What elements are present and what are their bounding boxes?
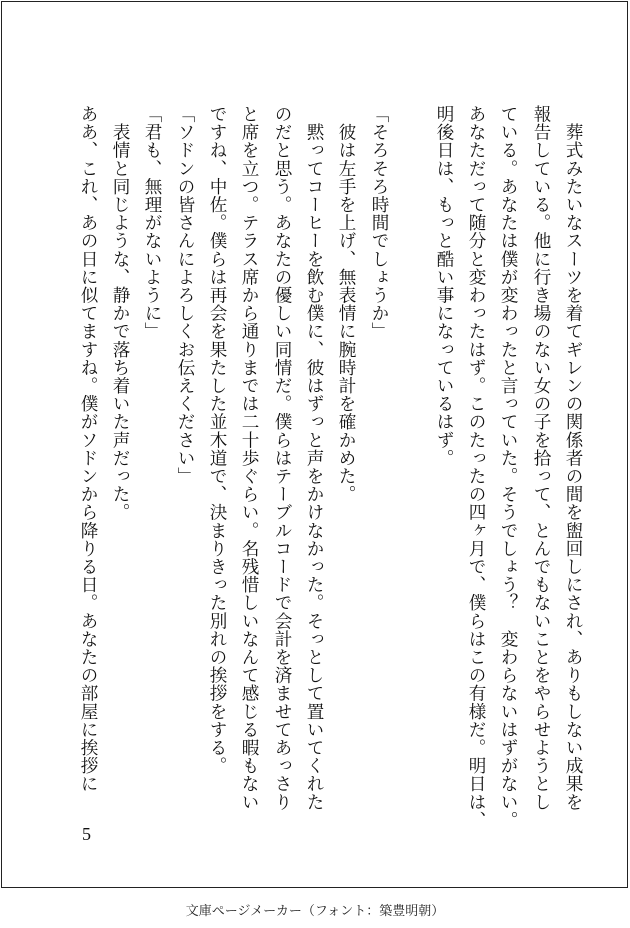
page-frame xyxy=(1,1,628,888)
footer-credit: 文庫ページメーカー（フォント：築豊明朝） xyxy=(185,904,445,919)
text-line-8: 彼は左手を上げ、無表情に腕時計を確かめた。 xyxy=(336,105,356,504)
text-line-10: のだと思う。あなたの優しい同情だ。僕らはテーブルコードで会計を済ませてあっさり xyxy=(272,105,292,811)
text-line-13: 「ソドンの皆さんによろしくお伝えください」 xyxy=(175,105,195,486)
page-number: 5 xyxy=(82,824,91,844)
text-line-5: 明後日は、もっと酷い事になっているはず。 xyxy=(434,105,454,467)
text-line-1: 葬式みたいなスーツを着てギレンの関係者の間を盥回しにされ、ありもしない成果を xyxy=(563,105,583,811)
text-line-12: ですね、中佐。僕らは再会を果たした並木道で、決まりきった別れの挨拶をする。 xyxy=(207,105,227,775)
text-line-7: 「そろそろ時間でしょうか」 xyxy=(369,105,389,341)
text-line-9: 黙ってコーヒーを飲む僕に、彼はずっと声をかけなかった。そっとして置いてくれた xyxy=(304,105,324,811)
text-line-16: ああ、これ、あの日に似てますね。僕がソドンから降りる日。あなたの部屋に挨拶に xyxy=(78,105,98,793)
text-line-14: 「君も、無理がないように」 xyxy=(142,105,162,341)
text-line-11: と席を立つ。テラス席から通りまでは二十歩ぐらい。名残惜しいなんて感じる暇もない xyxy=(239,105,259,811)
text-line-3: ている。あなたは僕が変わったと言っていた。そうでしょう？ 変わらないはずがない。 xyxy=(498,105,518,829)
text-line-4: あなただって随分と変わったはず。このたったの四ヶ月で、僕らはこの有様だ。明日は、 xyxy=(466,105,486,829)
text-line-2: 報告している。他に行き場のない女の子を拾って、とんでもないことをやらせようとし xyxy=(531,105,551,811)
text-line-15: 表情と同じような、静かで落ち着いた声だった。 xyxy=(110,105,130,522)
